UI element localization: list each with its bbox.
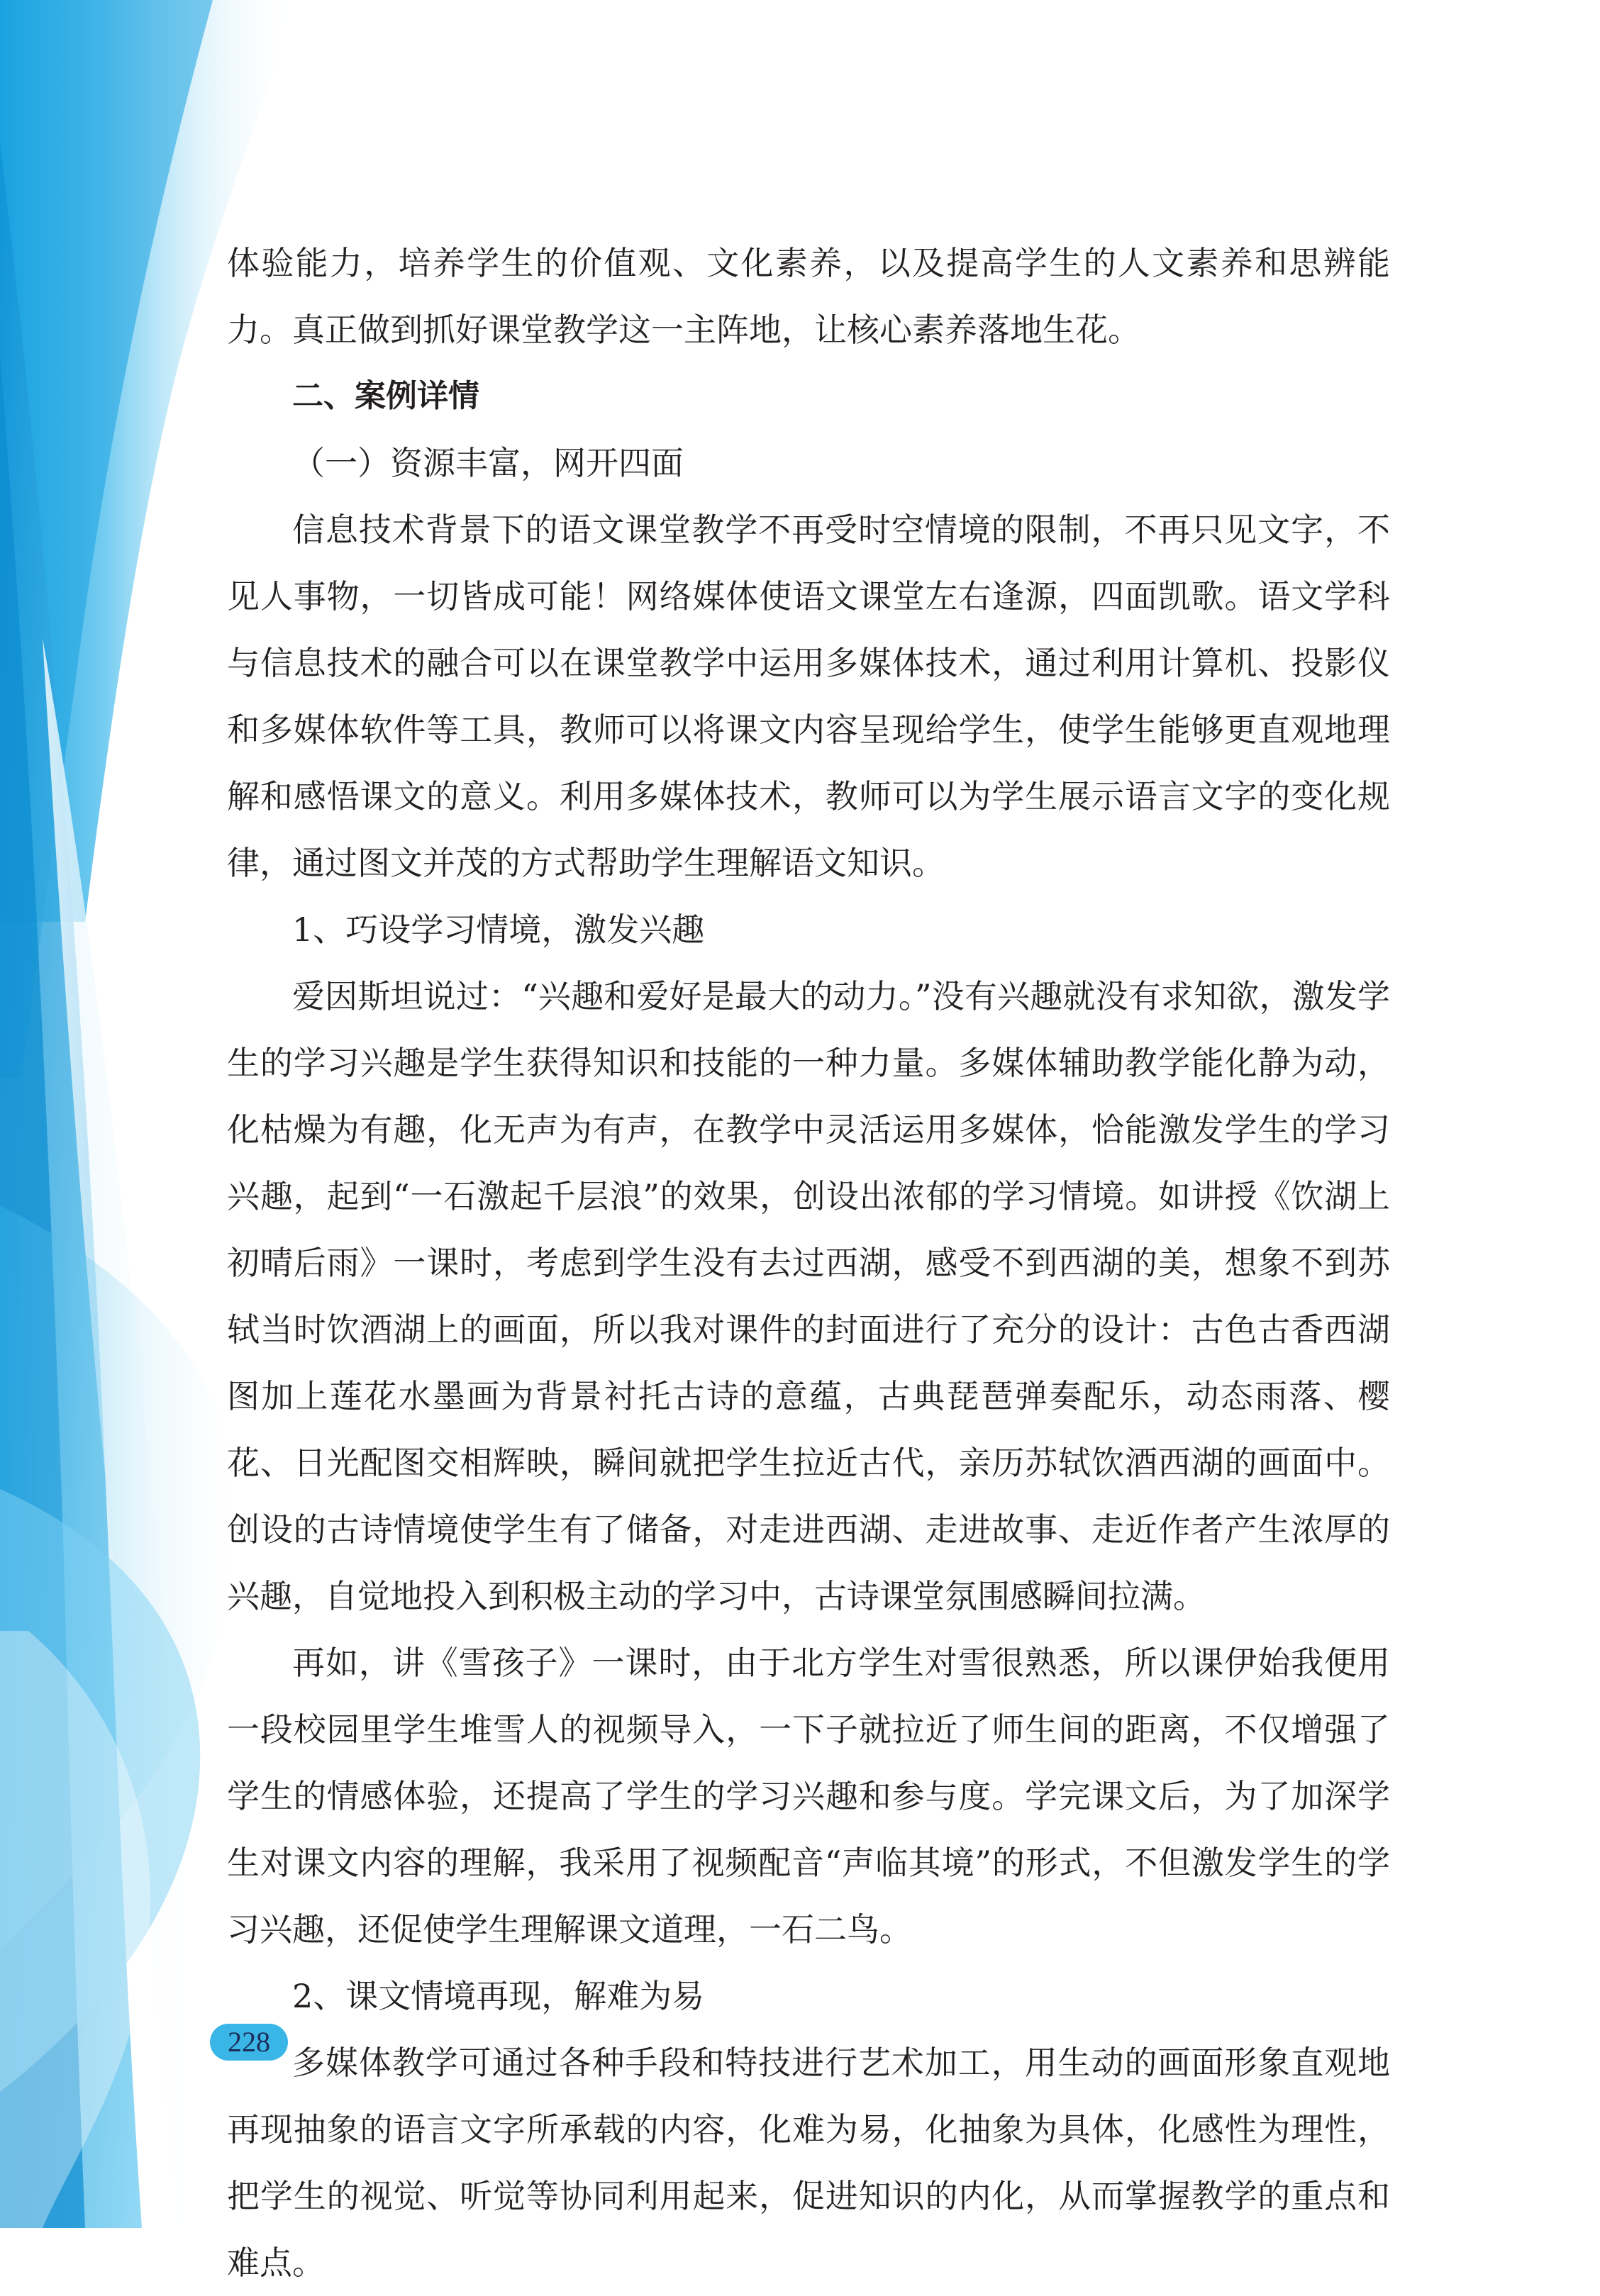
- paragraph-it-background: 信息技术背景下的语文课堂教学不再受时空情境的限制，不再只见文字，不见人事物，一切皆成可能！网络媒体使语文课堂左右逢源，四面凯歌。语文学科与信息技术的融合可以在课堂教学中运用多媒体技术，通过利用计算机、投影仪和多媒体软件等工具，教师可以将课文内容呈现给学生，使学生能够更直观地理解和感悟课文的意义。利用多媒体技术，教师可以为学生展示语言文字的变化规律，通过图文并茂的方式帮助学生理解语文知识。: [227, 511, 1390, 882]
- paragraph-snow-child: 再如，讲《雪孩子》一课时，由于北方学生对雪很熟悉，所以课伊始我便用一段校园里学生堆雪人的视频导入，一下子就拉近了师生间的距离，不仅增强了学生的情感体验，还提高了学生的学习兴趣和参与度。学完课文后，为了加深学生对课文内容的理解，我采用了视频配音“声临其境”的形式，不但激发学生的学习兴趣，还促使学生理解课文道理，一石二鸟。: [227, 1644, 1390, 1949]
- paragraph-intro-continuation: 体验能力，培养学生的价值观、文化素养，以及提高学生的人文素养和思辨能力。真正做到抓好课堂教学这一主阵地，让核心素养落地生花。: [227, 244, 1390, 349]
- paragraph-multimedia-art: 多媒体教学可通过各种手段和特技进行艺术加工，用生动的画面形象直观地再现抽象的语言文字所承载的内容，化难为易，化抽象为具体，化感性为理性，把学生的视觉、听觉等协同利用起来，促进知识的内化，从而掌握教学的重点和难点。: [227, 2044, 1390, 2282]
- paragraph-interest: 爱因斯坦说过：“兴趣和爱好是最大的动力。”没有兴趣就没有求知欲，激发学生的学习兴趣是学生获得知识和技能的一种力量。多媒体辅助教学能化静为动，化枯燥为有趣，化无声为有声，在教学中灵活运用多媒体，恰能激发学生的学习兴趣，起到“一石激起千层浪”的效果，创设出浓郁的学习情境。如讲授《饮湖上初晴后雨》一课时，考虑到学生没有去过西湖，感受不到西湖的美，想象不到苏轼当时饮酒湖上的画面，所以我对课件的封面进行了充分的设计：古色古香西湖图加上莲花水墨画为背景衬托古诗的意蕴，古典琵琶弹奏配乐，动态雨落、樱花、日光配图交相辉映，瞬间就把学生拉近古代，亲历苏轼饮酒西湖的画面中。创设的古诗情境使学生有了储备，对走进西湖、走进故事、走近作者产生浓厚的兴趣，自觉地投入到积极主动的学习中，古诗课堂氛围感瞬间拉满。: [227, 977, 1390, 1615]
- page-number-badge: 228: [210, 2024, 288, 2061]
- subheading-resources: （一）资源丰富，网开四面: [292, 444, 684, 482]
- item-heading-1: 1、巧设学习情境，激发兴趣: [292, 910, 705, 949]
- item-heading-2: 2、课文情境再现，解难为易: [292, 1977, 705, 2015]
- main-text: [227, 230, 1390, 2296]
- section-heading-case-details: 二、案例详情: [292, 378, 479, 414]
